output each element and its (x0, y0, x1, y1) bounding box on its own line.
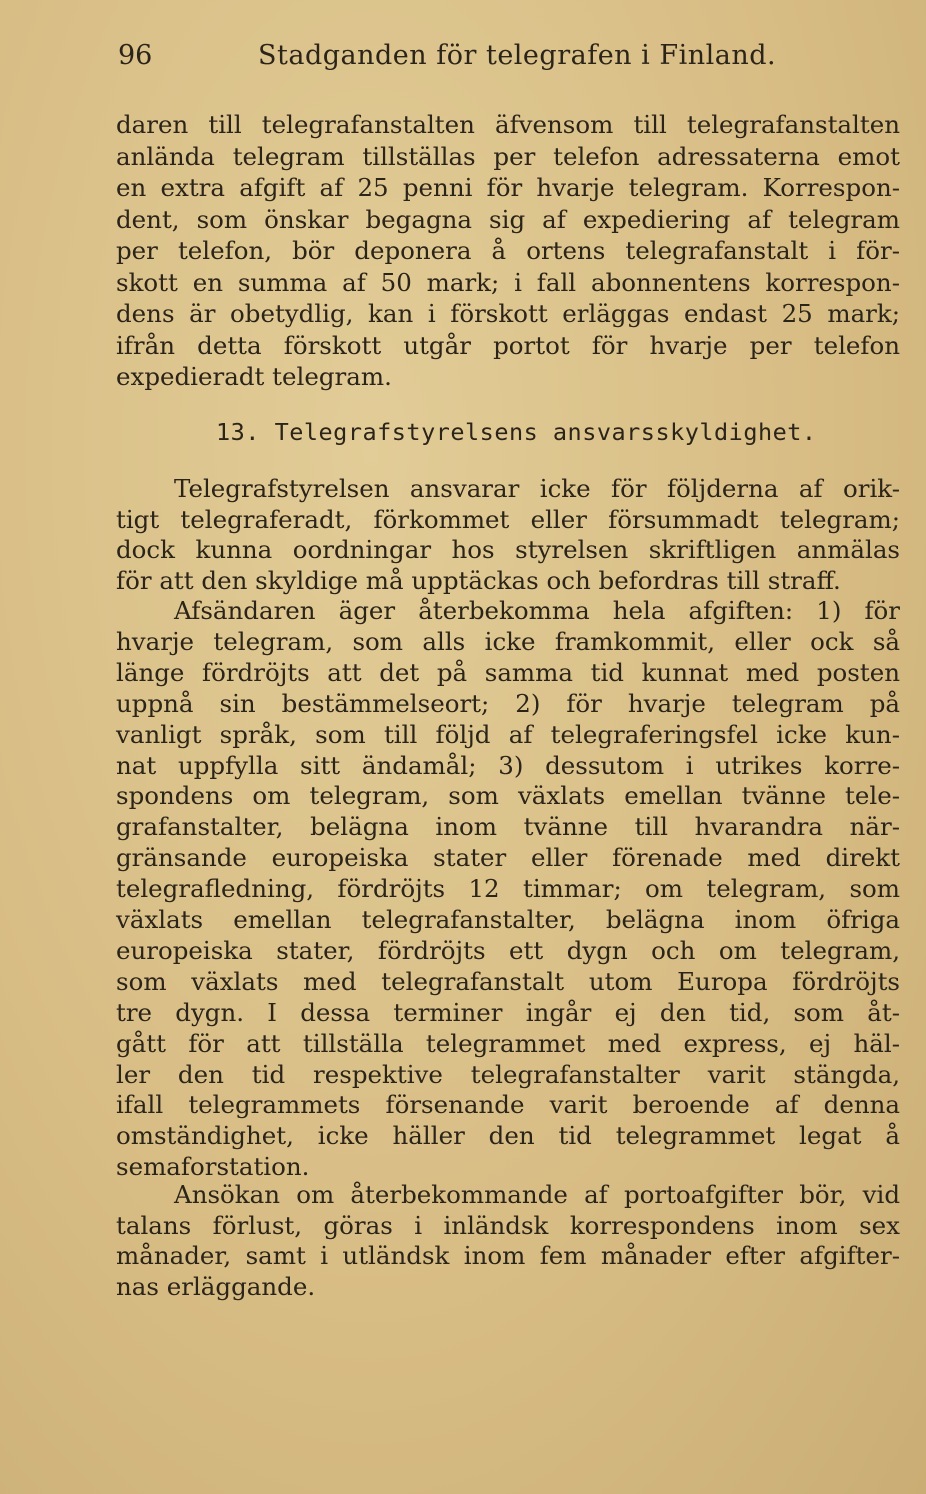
text-line: dent, som önskar begagna sig af expediering af telegram (116, 204, 900, 234)
page-number: 96 (118, 40, 153, 71)
text-line: dens är obetydlig, kan i förskott erläggas endast 25 mark; (116, 299, 900, 328)
text-line: dock kunna oordningar hos styrelsen skriftligen anmälas (116, 535, 900, 565)
text-line: gränsande europeiska stater eller förenade med direkt (116, 843, 900, 873)
text-line: Telegrafstyrelsen ansvarar icke för följderna af orik- (174, 474, 900, 503)
text-line: europeiska stater, fördröjts ett dygn och om telegram, (116, 935, 900, 965)
text-line: uppnå sin bestämmelseort; 2) för hvarje telegram på (116, 688, 900, 718)
text-line: nas erläggande. (116, 1271, 316, 1301)
text-line: för att den skyldige må upptäckas och befordras till straff. (116, 565, 841, 595)
text-line: semaforstation. (116, 1152, 310, 1182)
text-line: ifrån detta förskott utgår portot för hvarje per telefon (116, 330, 900, 360)
text-line: ler den tid respektive telegrafanstalter varit stängda, (116, 1059, 900, 1089)
section-heading: 13. Telegrafstyrelsens ansvarsskyldighet. (216, 418, 817, 446)
text-line: vanligt språk, som till följd af telegraferingsfel icke kun- (116, 719, 900, 749)
text-line: tre dygn. I dessa terminer ingår ej den tid, som åt- (116, 997, 900, 1027)
text-line: gått för att tillställa telegrammet med express, ej häl- (116, 1028, 900, 1058)
text-line: daren till telegrafanstalten äfvensom till telegrafanstalten (116, 110, 900, 139)
text-line: telegrafledning, fördröjts 12 timmar; om telegram, som (116, 874, 900, 904)
text-line: spondens om telegram, som växlats emellan tvänne tele- (116, 781, 900, 811)
text-line: Afsändaren äger återbekomma hela afgiften: 1) för (174, 596, 900, 625)
text-line: per telefon, bör deponera å ortens telegrafanstalt i för- (116, 236, 900, 265)
text-line: som växlats med telegrafanstalt utom Europa fördröjts (116, 966, 900, 996)
text-line: skott en summa af 50 mark; i fall abonnentens korrespon- (116, 267, 900, 297)
text-line: talans förlust, göras i inländsk korrespondens inom sex (116, 1210, 900, 1240)
text-line: grafanstalter, belägna inom tvänne till hvarandra när- (116, 812, 900, 842)
text-line: månader, samt i utländsk inom fem månader efter afgifter- (116, 1241, 900, 1270)
text-line: hvarje telegram, som alls icke framkommit, eller ock så (116, 626, 900, 656)
text-line: växlats emellan telegrafanstalter, belägna inom öfriga (116, 905, 900, 934)
text-line: tigt telegraferadt, förkommet eller försummadt telegram; (116, 504, 900, 534)
text-line: omständighet, icke häller den tid telegrammet legat å (116, 1121, 900, 1151)
text-line: en extra afgift af 25 penni för hvarje telegram. Korrespon- (116, 173, 900, 202)
running-title: Stadganden för telegrafen i Finland. (258, 40, 777, 71)
text-line: ifall telegrammets försenande varit beroende af denna (116, 1090, 900, 1120)
text-line: anlända telegram tillställas per telefon adressaterna emot (116, 141, 900, 171)
text-line: Ansökan om återbekommande af portoafgifter bör, vid (174, 1180, 900, 1209)
text-line: länge fördröjts att det på samma tid kunnat med posten (116, 657, 900, 687)
text-line: nat uppfylla sitt ändamål; 3) dessutom i utrikes korre- (116, 750, 900, 780)
text-line: expedieradt telegram. (116, 362, 392, 391)
